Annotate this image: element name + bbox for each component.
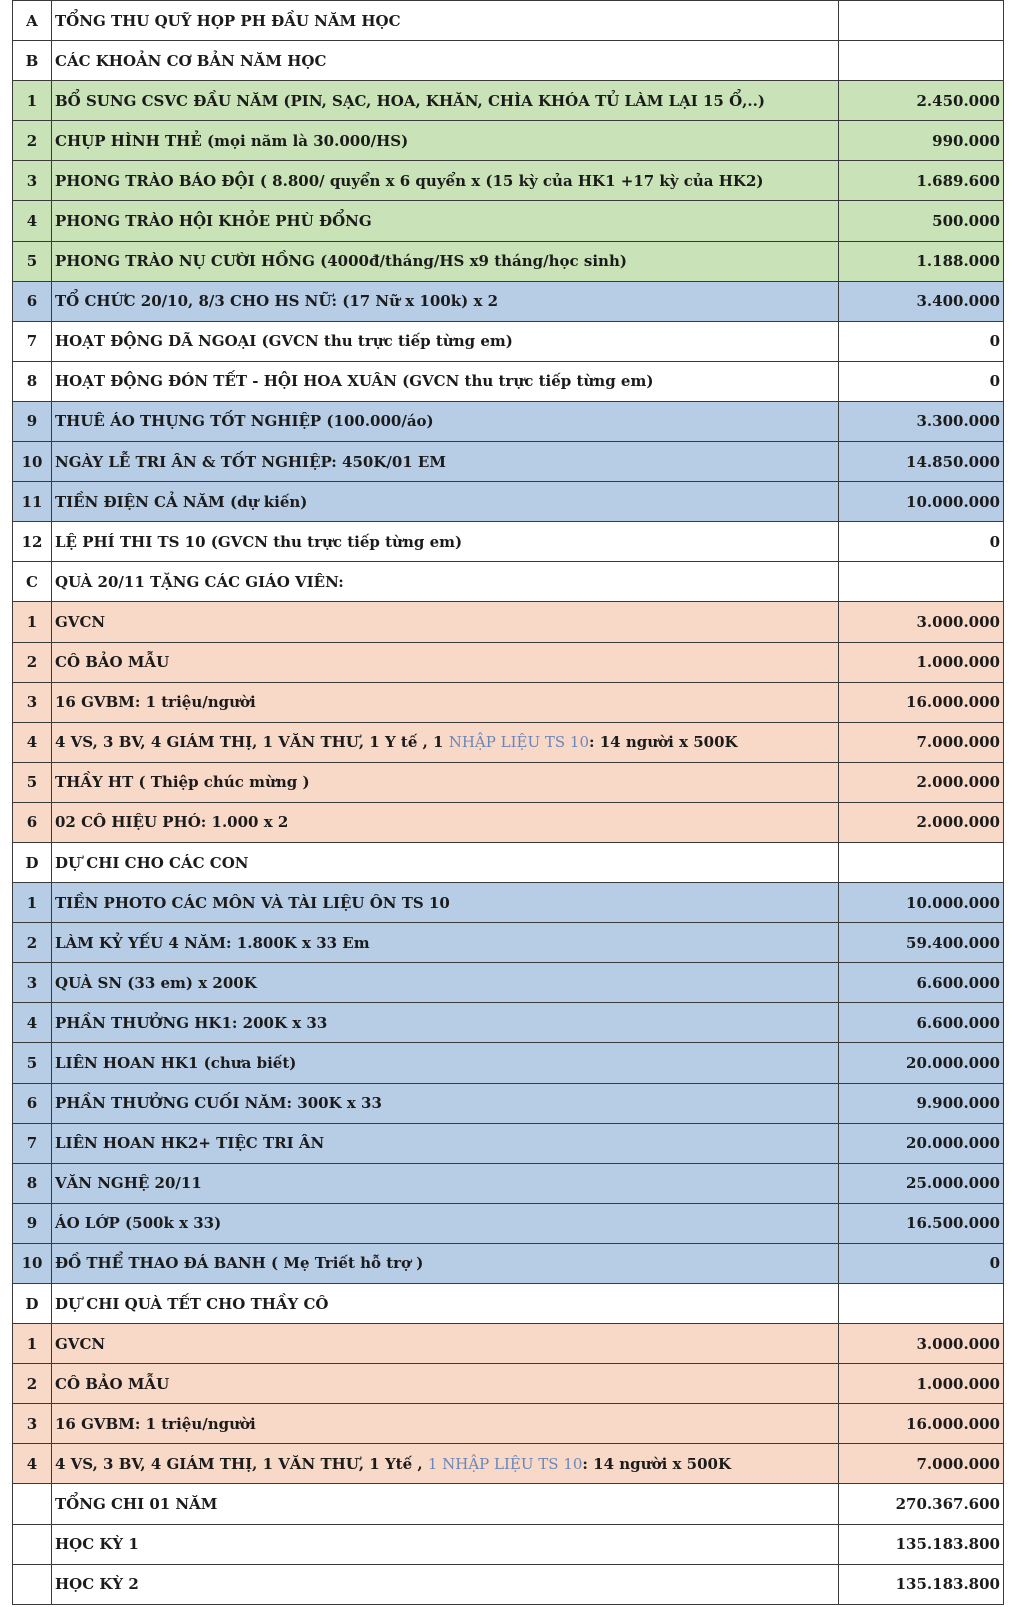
amount-cell: 16.000.000 xyxy=(839,1404,1004,1444)
table-row xyxy=(13,161,1004,201)
item-description-text: TỔNG THU QUỸ HỌP PH ĐẦU NĂM HỌC xyxy=(55,11,401,30)
item-description-text: DỰ CHI QUÀ TẾT CHO THẦY CÔ xyxy=(55,1294,329,1313)
item-description-cell xyxy=(52,442,839,482)
item-description-text: BỔ SUNG CSVC ĐẦU NĂM (PIN, SẠC, HOA, KHĂN, CHÌA KHÓA TỦ LÀM LẠI 15 Ổ,..) xyxy=(55,91,765,110)
item-description-cell xyxy=(52,1484,839,1524)
table-row xyxy=(13,1243,1004,1283)
table-row xyxy=(13,321,1004,361)
amount-cell: 500.000 xyxy=(839,201,1004,241)
amount-cell: 1.000.000 xyxy=(839,642,1004,682)
item-description-cell xyxy=(52,121,839,161)
item-description-cell xyxy=(52,1163,839,1203)
row-number-cell: 8 xyxy=(13,361,52,401)
item-description-text: LIÊN HOAN HK2+ TIỆC TRI ÂN xyxy=(55,1134,325,1153)
item-description-cell xyxy=(52,842,839,882)
table-row xyxy=(13,923,1004,963)
item-description-text: QUÀ 20/11 TẶNG CÁC GIÁO VIÊN: xyxy=(55,572,344,591)
item-description-cell xyxy=(52,281,839,321)
item-description-text: HỌC KỲ 2 xyxy=(55,1575,139,1594)
item-description-text: HOẠT ĐỘNG DÃ NGOẠI (GVCN thu trực tiếp từng em) xyxy=(55,332,513,351)
amount-cell: 0 xyxy=(839,321,1004,361)
item-description-text: 16 GVBM: 1 triệu/người xyxy=(55,1414,256,1433)
row-number-cell: 3 xyxy=(13,682,52,722)
table-row xyxy=(13,1043,1004,1083)
item-description-text: TỔNG CHI 01 NĂM xyxy=(55,1495,218,1514)
amount-cell: 9.900.000 xyxy=(839,1083,1004,1123)
row-number-cell: 5 xyxy=(13,241,52,281)
item-description-text: PHẦN THƯỞNG CUỐI NĂM: 300K x 33 xyxy=(55,1094,382,1113)
highlighted-text: NHẬP LIỆU TS 10 xyxy=(448,733,589,752)
item-description-cell xyxy=(52,1003,839,1043)
table-row xyxy=(13,1324,1004,1364)
amount-cell: 0 xyxy=(839,522,1004,562)
item-description-text: TỔ CHỨC 20/10, 8/3 CHO HS NỮ: (17 Nữ x 100k) x 2 xyxy=(55,292,499,311)
item-description-text: PHONG TRÀO NỤ CƯỜI HỒNG (4000đ/tháng/HS x9 tháng/học sinh) xyxy=(55,252,627,271)
item-description-text: 4 VS, 3 BV, 4 GIÁM THỊ, 1 VĂN THƯ, 1 Y tế , 1 xyxy=(55,733,449,752)
amount-cell: 990.000 xyxy=(839,121,1004,161)
item-description-cell xyxy=(52,161,839,201)
item-description-cell xyxy=(52,562,839,602)
item-description-text: CHỤP HÌNH THẺ (mọi năm là 30.000/HS) xyxy=(55,131,409,150)
item-description-cell xyxy=(52,41,839,81)
item-description-text: GVCN xyxy=(55,1334,106,1353)
row-number-cell: 2 xyxy=(13,1364,52,1404)
item-description-cell xyxy=(52,1043,839,1083)
amount-cell xyxy=(839,41,1004,81)
item-description-cell xyxy=(52,1564,839,1604)
amount-cell: 1.000.000 xyxy=(839,1364,1004,1404)
table-row xyxy=(13,361,1004,401)
amount-cell: 270.367.600 xyxy=(839,1484,1004,1524)
table-row xyxy=(13,802,1004,842)
row-number-cell: 9 xyxy=(13,401,52,441)
item-description-text: HỌC KỲ 1 xyxy=(55,1535,139,1554)
item-description-cell xyxy=(52,1243,839,1283)
item-description-text: HOẠT ĐỘNG ĐÓN TẾT - HỘI HOA XUÂN (GVCN thu trực tiếp từng em) xyxy=(55,372,654,391)
amount-cell: 3.000.000 xyxy=(839,1324,1004,1364)
budget-table xyxy=(12,0,1004,1605)
section-header-row xyxy=(13,41,1004,81)
item-description-cell xyxy=(52,1,839,41)
item-description-text: VĂN NGHỆ 20/11 xyxy=(55,1174,202,1193)
amount-cell: 7.000.000 xyxy=(839,1444,1004,1484)
item-description-text: 16 GVBM: 1 triệu/người xyxy=(55,693,256,712)
amount-cell xyxy=(839,842,1004,882)
row-number-cell: 2 xyxy=(13,923,52,963)
item-description-cell xyxy=(52,401,839,441)
item-description-text: QUÀ SN (33 em) x 200K xyxy=(55,973,257,992)
amount-cell: 3.000.000 xyxy=(839,602,1004,642)
item-description-cell xyxy=(52,361,839,401)
table-row xyxy=(13,883,1004,923)
item-description-cell xyxy=(52,602,839,642)
amount-cell xyxy=(839,1284,1004,1324)
row-number-cell: 10 xyxy=(13,1243,52,1283)
item-description-cell xyxy=(52,1203,839,1243)
row-number-cell: 4 xyxy=(13,1003,52,1043)
item-description-text: THẦY HT ( Thiệp chúc mừng ) xyxy=(55,773,310,792)
item-description-cell xyxy=(52,923,839,963)
item-description-cell xyxy=(52,963,839,1003)
amount-cell: 10.000.000 xyxy=(839,482,1004,522)
item-description-text: ĐỒ THỂ THAO ĐÁ BANH ( Mẹ Triết hỗ trợ ) xyxy=(55,1254,424,1273)
amount-cell xyxy=(839,1,1004,41)
row-number-cell: 1 xyxy=(13,81,52,121)
amount-cell: 6.600.000 xyxy=(839,963,1004,1003)
section-header-row xyxy=(13,1,1004,41)
row-number-cell: B xyxy=(13,41,52,81)
table-row xyxy=(13,1364,1004,1404)
amount-cell: 0 xyxy=(839,1243,1004,1283)
table-row xyxy=(13,522,1004,562)
item-description-text: PHONG TRÀO BÁO ĐỘI ( 8.800/ quyển x 6 quyển x (15 kỳ của HK1 +17 kỳ của HK2) xyxy=(55,171,764,190)
item-description-cell xyxy=(52,1444,839,1484)
table-row xyxy=(13,1404,1004,1444)
row-number-cell: 1 xyxy=(13,602,52,642)
item-description-text: DỰ CHI CHO CÁC CON xyxy=(55,853,249,872)
row-number-cell: 6 xyxy=(13,1083,52,1123)
item-description-text: 02 CÔ HIỆU PHÓ: 1.000 x 2 xyxy=(55,813,289,832)
section-header-row xyxy=(13,842,1004,882)
item-description-text: CÁC KHOẢN CƠ BẢN NĂM HỌC xyxy=(55,51,327,70)
table-row xyxy=(13,1203,1004,1243)
row-number-cell: 3 xyxy=(13,161,52,201)
highlighted-text: 1 NHẬP LIỆU TS 10 xyxy=(427,1454,583,1473)
amount-cell: 25.000.000 xyxy=(839,1163,1004,1203)
section-header-row xyxy=(13,562,1004,602)
amount-cell: 1.188.000 xyxy=(839,241,1004,281)
amount-cell: 14.850.000 xyxy=(839,442,1004,482)
amount-cell: 7.000.000 xyxy=(839,722,1004,762)
row-number-cell: 6 xyxy=(13,281,52,321)
amount-cell: 2.450.000 xyxy=(839,81,1004,121)
table-row xyxy=(13,1163,1004,1203)
item-description-text: THUÊ ÁO THỤNG TỐT NGHIỆP (100.000/áo) xyxy=(55,412,434,431)
item-description-text: LIÊN HOAN HK1 (chưa biết) xyxy=(55,1053,297,1072)
table-row xyxy=(13,963,1004,1003)
row-number-cell xyxy=(13,1564,52,1604)
amount-cell: 1.689.600 xyxy=(839,161,1004,201)
total-row xyxy=(13,1524,1004,1564)
item-description-cell xyxy=(52,722,839,762)
budget-table-body xyxy=(13,1,1004,1605)
item-description-text: ÁO LỚP (500k x 33) xyxy=(55,1214,222,1233)
section-header-row xyxy=(13,1284,1004,1324)
item-description-tail: : 14 người x 500K xyxy=(582,1454,732,1473)
item-description-cell xyxy=(52,883,839,923)
row-number-cell: 4 xyxy=(13,201,52,241)
table-row xyxy=(13,201,1004,241)
item-description-cell xyxy=(52,802,839,842)
row-number-cell: 3 xyxy=(13,963,52,1003)
item-description-tail: : 14 người x 500K xyxy=(588,733,738,752)
row-number-cell xyxy=(13,1524,52,1564)
amount-cell: 0 xyxy=(839,361,1004,401)
item-description-cell xyxy=(52,522,839,562)
item-description-cell xyxy=(52,1524,839,1564)
table-row xyxy=(13,762,1004,802)
table-row xyxy=(13,81,1004,121)
item-description-cell xyxy=(52,1083,839,1123)
amount-cell: 2.000.000 xyxy=(839,802,1004,842)
item-description-cell xyxy=(52,482,839,522)
table-row xyxy=(13,602,1004,642)
item-description-cell xyxy=(52,1364,839,1404)
table-row xyxy=(13,682,1004,722)
amount-cell: 16.000.000 xyxy=(839,682,1004,722)
row-number-cell: 8 xyxy=(13,1163,52,1203)
amount-cell: 3.300.000 xyxy=(839,401,1004,441)
item-description-text: LÀM KỶ YẾU 4 NĂM: 1.800K x 33 Em xyxy=(55,933,370,952)
row-number-cell xyxy=(13,1484,52,1524)
row-number-cell: 7 xyxy=(13,321,52,361)
row-number-cell: C xyxy=(13,562,52,602)
row-number-cell: 2 xyxy=(13,121,52,161)
item-description-cell xyxy=(52,1284,839,1324)
amount-cell: 16.500.000 xyxy=(839,1203,1004,1243)
item-description-text: LỆ PHÍ THI TS 10 (GVCN thu trực tiếp từng em) xyxy=(55,532,463,551)
item-description-text: 4 VS, 3 BV, 4 GIÁM THỊ, 1 VĂN THƯ, 1 Ytế , xyxy=(55,1454,428,1473)
amount-cell: 135.183.800 xyxy=(839,1524,1004,1564)
amount-cell: 135.183.800 xyxy=(839,1564,1004,1604)
table-row xyxy=(13,1444,1004,1484)
row-number-cell: 4 xyxy=(13,722,52,762)
row-number-cell: D xyxy=(13,1284,52,1324)
item-description-text: NGÀY LỄ TRI ÂN & TỐT NGHIỆP: 450K/01 EM xyxy=(55,452,446,471)
total-row xyxy=(13,1564,1004,1604)
amount-cell: 20.000.000 xyxy=(839,1123,1004,1163)
item-description-text: PHẦN THƯỞNG HK1: 200K x 33 xyxy=(55,1013,328,1032)
item-description-text: CÔ BẢO MẪU xyxy=(55,1374,170,1393)
item-description-cell xyxy=(52,321,839,361)
table-row xyxy=(13,722,1004,762)
item-description-cell xyxy=(52,201,839,241)
table-row xyxy=(13,1003,1004,1043)
row-number-cell: 3 xyxy=(13,1404,52,1444)
item-description-cell xyxy=(52,682,839,722)
row-number-cell: 2 xyxy=(13,642,52,682)
item-description-cell xyxy=(52,762,839,802)
item-description-cell xyxy=(52,81,839,121)
table-row xyxy=(13,1083,1004,1123)
table-row xyxy=(13,1123,1004,1163)
item-description-text: TIỀN ĐIỆN CẢ NĂM (dự kiến) xyxy=(55,492,308,511)
item-description-cell xyxy=(52,642,839,682)
row-number-cell: 7 xyxy=(13,1123,52,1163)
row-number-cell: D xyxy=(13,842,52,882)
amount-cell: 59.400.000 xyxy=(839,923,1004,963)
row-number-cell: 11 xyxy=(13,482,52,522)
item-description-cell xyxy=(52,1404,839,1444)
item-description-text: TIỀN PHOTO CÁC MÔN VÀ TÀI LIỆU ÔN TS 10 xyxy=(55,893,450,912)
item-description-cell xyxy=(52,1123,839,1163)
row-number-cell: 5 xyxy=(13,762,52,802)
item-description-cell xyxy=(52,241,839,281)
row-number-cell: 1 xyxy=(13,883,52,923)
item-description-text: CÔ BẢO MẪU xyxy=(55,653,170,672)
item-description-text: GVCN xyxy=(55,612,106,631)
row-number-cell: 5 xyxy=(13,1043,52,1083)
row-number-cell: 6 xyxy=(13,802,52,842)
row-number-cell: A xyxy=(13,1,52,41)
amount-cell xyxy=(839,562,1004,602)
total-row xyxy=(13,1484,1004,1524)
table-row xyxy=(13,281,1004,321)
amount-cell: 2.000.000 xyxy=(839,762,1004,802)
table-row xyxy=(13,241,1004,281)
amount-cell: 3.400.000 xyxy=(839,281,1004,321)
table-row xyxy=(13,642,1004,682)
table-row xyxy=(13,121,1004,161)
amount-cell: 10.000.000 xyxy=(839,883,1004,923)
amount-cell: 20.000.000 xyxy=(839,1043,1004,1083)
table-row xyxy=(13,401,1004,441)
table-row xyxy=(13,482,1004,522)
row-number-cell: 1 xyxy=(13,1324,52,1364)
item-description-text: PHONG TRÀO HỘI KHỎE PHÙ ĐỔNG xyxy=(55,212,372,231)
table-row xyxy=(13,442,1004,482)
amount-cell: 6.600.000 xyxy=(839,1003,1004,1043)
item-description-cell xyxy=(52,1324,839,1364)
row-number-cell: 4 xyxy=(13,1444,52,1484)
row-number-cell: 10 xyxy=(13,442,52,482)
row-number-cell: 9 xyxy=(13,1203,52,1243)
row-number-cell: 12 xyxy=(13,522,52,562)
